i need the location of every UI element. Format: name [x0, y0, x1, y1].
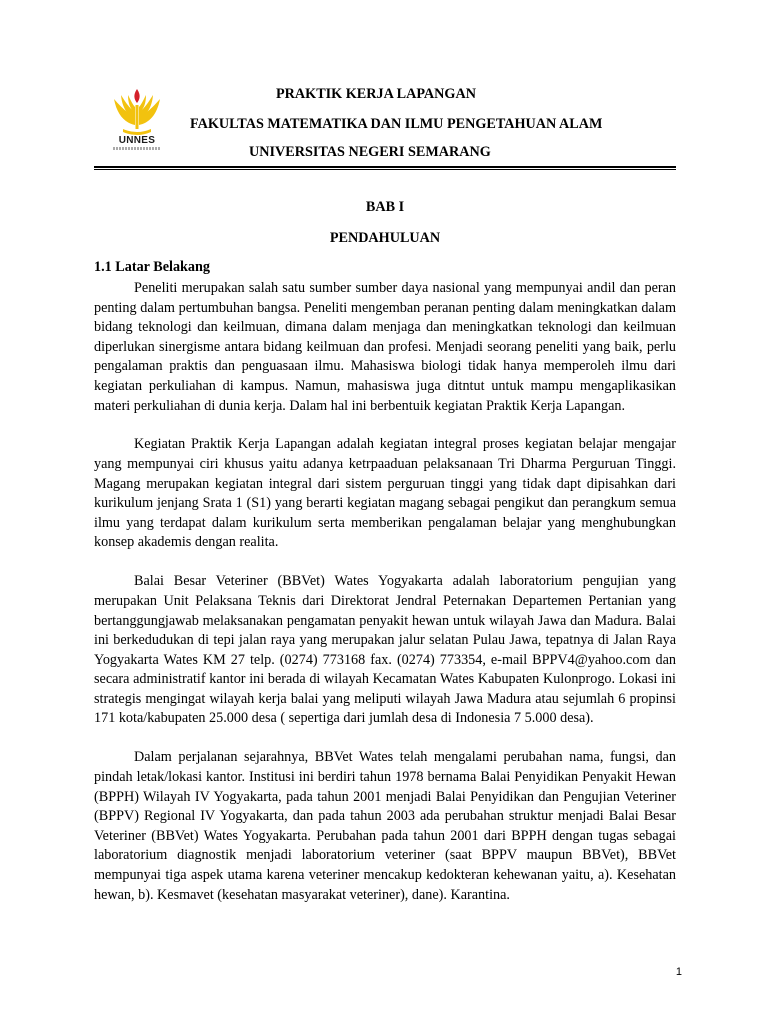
logo-tagline	[113, 147, 161, 150]
logo-text: UNNES	[118, 135, 156, 146]
header-line-1: PRAKTIK KERJA LAPANGAN	[276, 86, 476, 102]
page-number: 1	[675, 966, 682, 978]
header-line-2: FAKULTAS MATEMATIKA DAN ILMU PENGETAHUAN ALAM	[190, 116, 603, 132]
header-divider	[94, 166, 676, 168]
chapter-title: PENDAHULUAN	[329, 230, 441, 246]
chapter-number: BAB I	[365, 199, 405, 215]
header-divider-thin	[94, 169, 676, 170]
header-line-3: UNIVERSITAS NEGERI SEMARANG	[249, 144, 491, 160]
unnes-logo-icon	[111, 85, 163, 135]
paragraph: Peneliti merupakan salah satu sumber sumber daya nasional yang mempunyai andil dan peran penting dalam pertumbuhan bangsa. Peneliti mengemban peranan penting dalam meningkatkan dalam bidang teknologi dan keilmuan, dimana dalam menjaga dan meningkatkan teknologi dan keilmuan diperlukan sinergisme antara bidang keilmuan dan profesi. Menjadi seorang peneliti yang baik, perlu pengalaman praktis dan penguasaan ilmu. Mahasiswa biologi tidak hanya memperoleh ilmu dari kegiatan perkuliahan di kampus. Namun, mahasiswa juga ditntut untuk mampu mengaplikasikan materi perkuliahan di dunia kerja. Dalam hal ini berbentuik kegiatan Praktik Kerja Lapangan.	[94, 280, 676, 414]
section-heading: 1.1 Latar Belakang	[94, 259, 211, 275]
paragraph: Dalam perjalanan sejarahnya, BBVet Wates telah mengalami perubahan nama, fungsi, dan pindah letak/lokasi kantor. Institusi ini berdiri tahun 1978 bernama Balai Penyidikan Penyakit Hewan (BPPH) Wilayah IV Yogyakarta, pada tahun 2001 menjadi Balai Penyidikan dan Pengujian Veteriner (BPPV) Regional IV Yogyakarta, dan pada tahun 2003 ada perubahan struktur menjadi Balai Besar Veteriner (BBVet) Wates Yogyakarta. Perubahan pada tahun 2001 dari BPPH dengan tugas sebagai laboratorium diagnostik menjadi laboratorium veteriner (saat BPPV maupun BBVet), BBVet mempunyai tiga aspek utama karena veteriner mencakup kedokteran kehewanan yaitu, a). Kesehatan hewan, b). Kesmavet (kesehatan masyarakat veteriner), dane). Karantina.	[94, 749, 676, 903]
paragraph: Kegiatan Praktik Kerja Lapangan adalah kegiatan integral proses kegiatan belajar mengajar yang mempunyai ciri khusus yaitu adanya ketrpaaduan pelaksanaan Tri Dharma Perguruan Tinggi. Magang merupakan kegiatan integral dari sistem perguruan tinggi yang tidak dapt dipisahkan dari kurikulum jenjang Srata 1 (S1) yang berarti kegiatan magang sebagai pengikut dan perangkum semua ilmu yang terdapat dalam kurikulum serta memberikan pengalaman belajar yang menghubungkan konsep akademis dengan realita.	[94, 436, 676, 551]
paragraph: Balai Besar Veteriner (BBVet) Wates Yogyakarta adalah laboratorium pengujian yang merupakan Unit Pelaksana Teknis dari Direktorat Jendral Peternakan Departemen Pertanian yang bertanggungjawab melaksanakan pengamatan penyakit hewan untuk wilayah Jawa dan Madura. Balai ini berkedudukan di tepi jalan raya yang merupakan jalur selatan Pulau Jawa, tepatnya di Jalan Raya Yogyakarta Wates KM 27 telp. (0274) 773168 fax. (0274) 773354, e-mail BPPV4@yahoo.com dan secara administratif kantor ini berada di wilayah Kecamatan Wates Kabupaten Kulonprogo. Lokasi ini strategis mengingat wilayah kerja balai yang meliputi wilayah Jawa Madura atau sejumlah 6 propinsi 171 kota/kabupaten 25.000 desa ( sepertiga dari jumlah desa di Indonesia 7 5.000 desa).	[94, 573, 676, 727]
unnes-logo	[111, 85, 163, 155]
document-body	[94, 279, 676, 924]
